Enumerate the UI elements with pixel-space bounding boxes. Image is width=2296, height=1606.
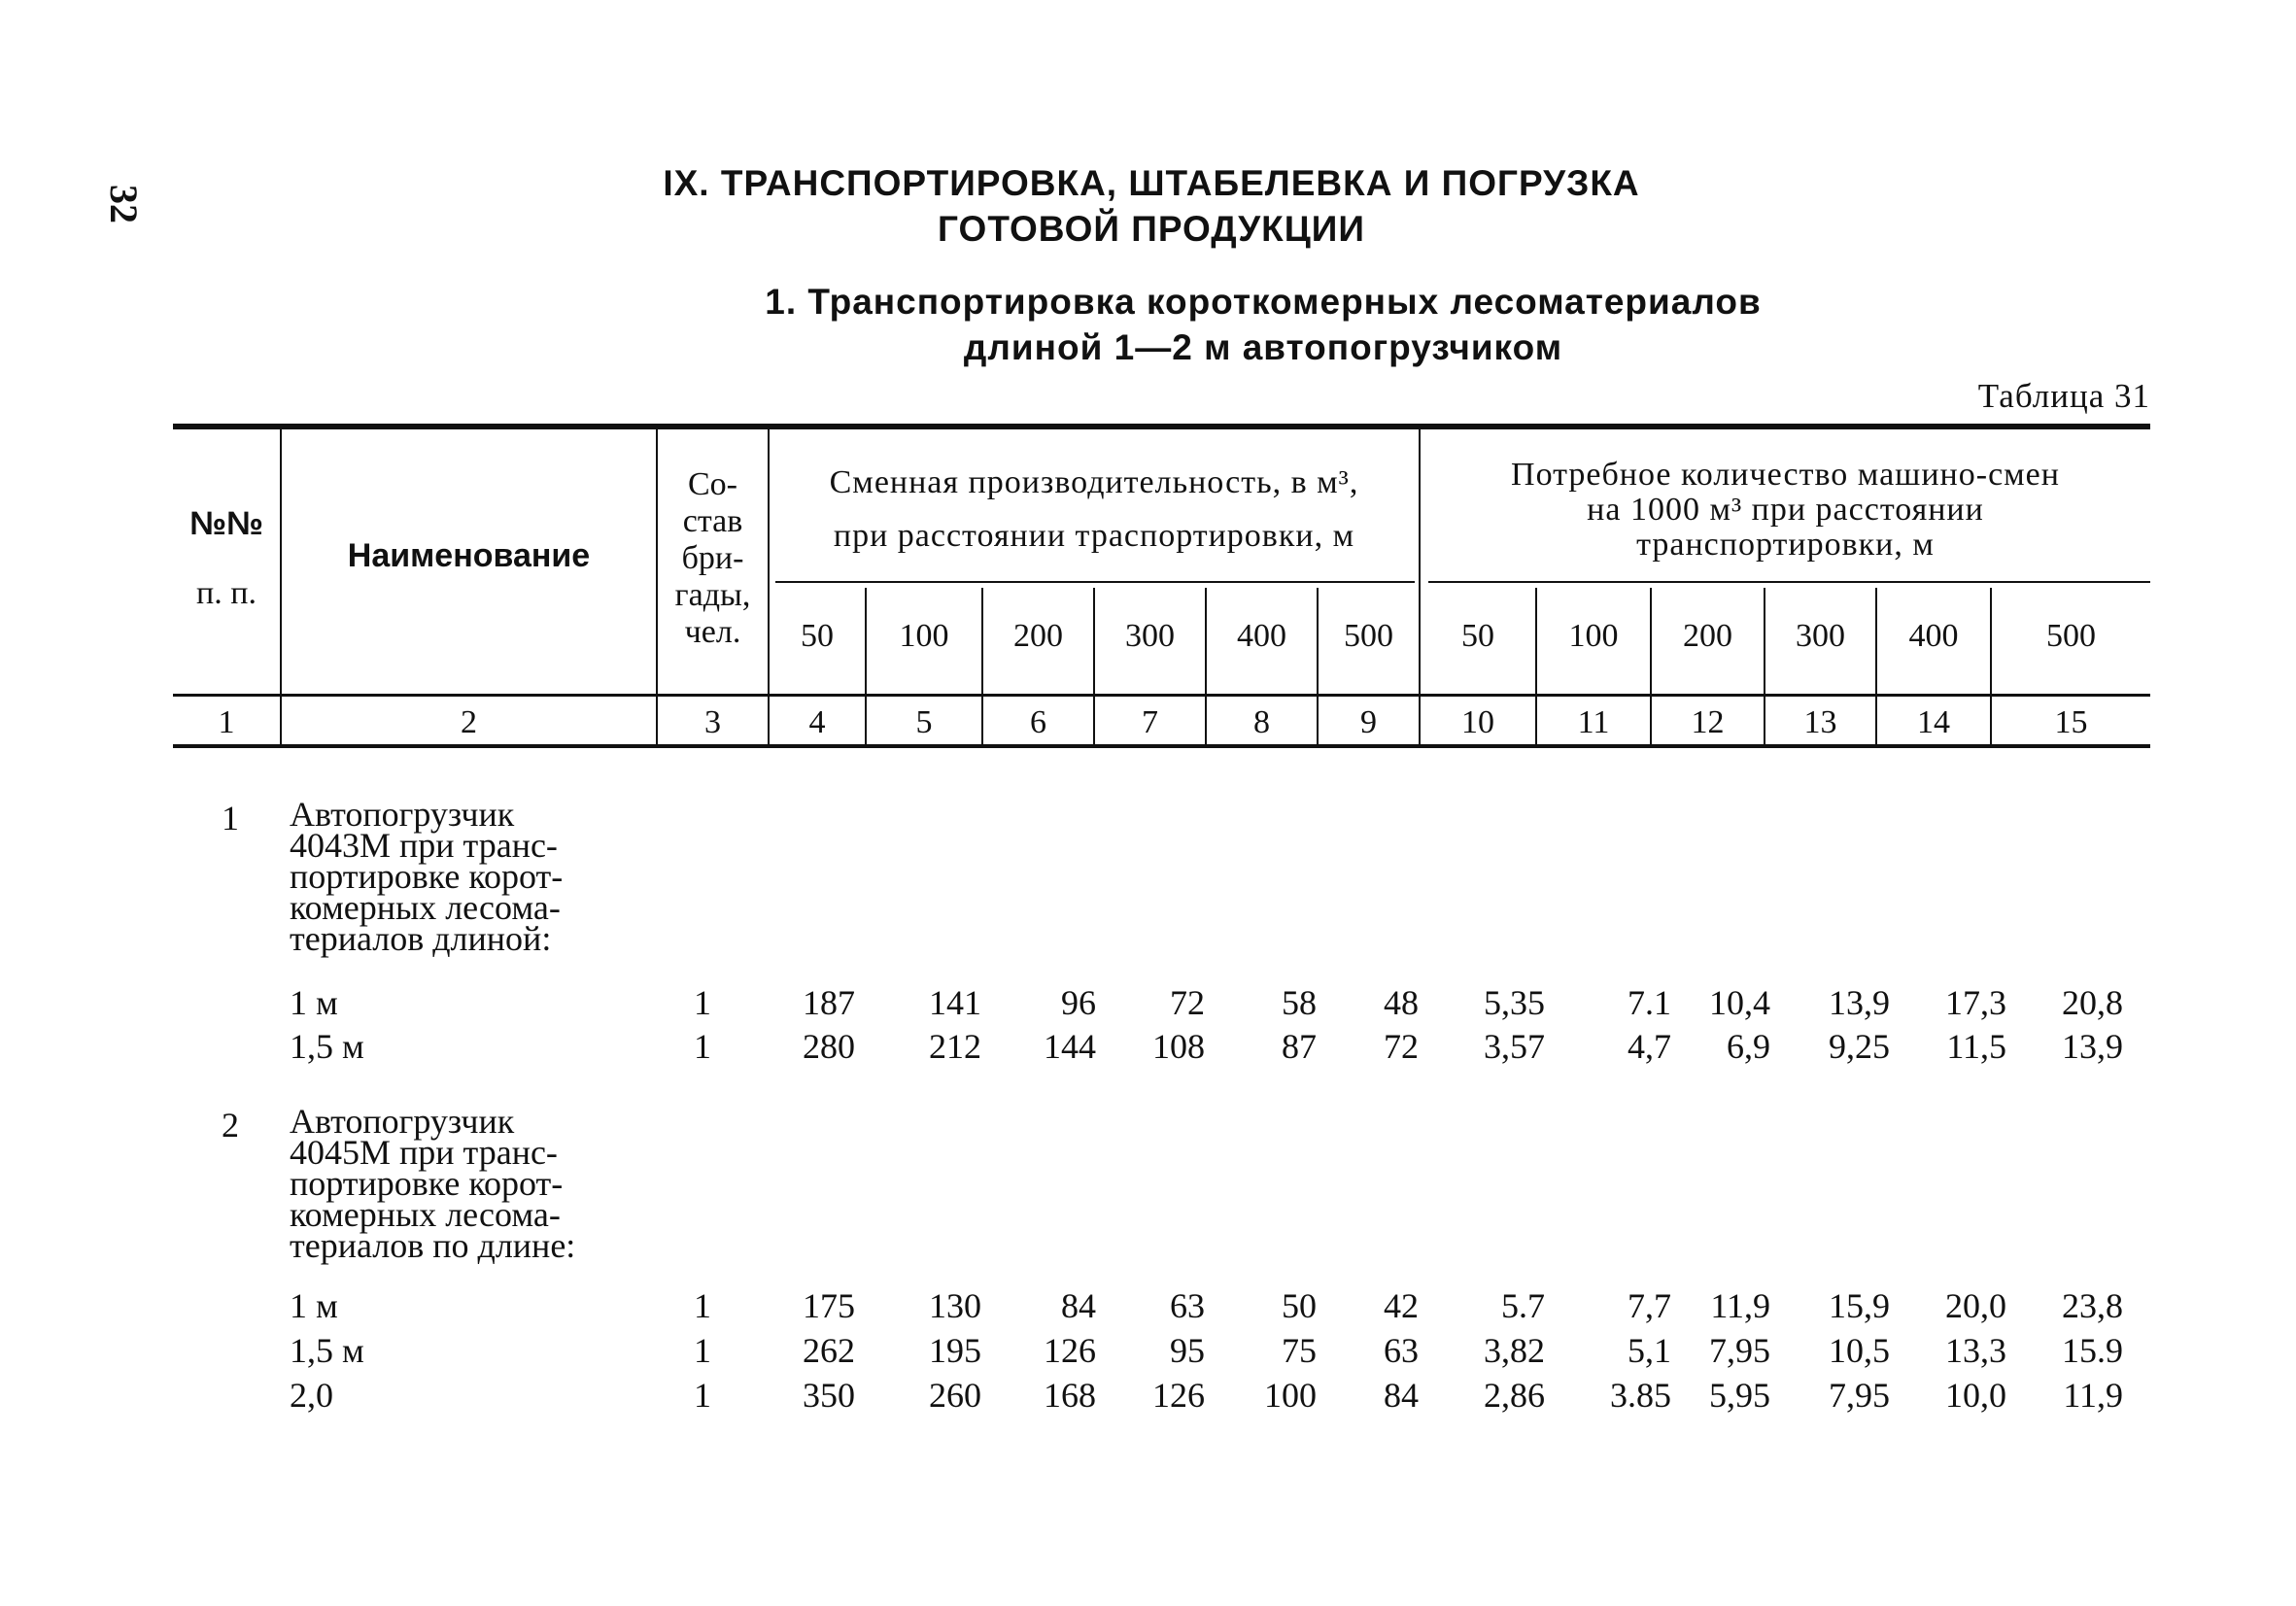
value-cell: 42: [1384, 1286, 1419, 1325]
value-cell: 100: [1264, 1376, 1317, 1415]
value-cell: 212: [929, 1027, 981, 1066]
item-label: 1 м: [290, 983, 338, 1022]
value-cell: 3.85: [1610, 1376, 1671, 1415]
crew-cell: 1: [694, 983, 711, 1022]
header-group1-line-1: Сменная производительность, в м³,: [829, 464, 1359, 500]
column-number: 6: [1030, 704, 1046, 740]
row-number: 2: [222, 1106, 239, 1145]
dist-header: 100: [899, 618, 949, 654]
column-number: 8: [1253, 704, 1270, 740]
dist-header: 400: [1237, 618, 1286, 654]
column-number: 4: [808, 704, 826, 740]
header-crew-1: Со-: [688, 466, 737, 502]
header-group1-line-2: при расстоянии траспортировки, м: [833, 518, 1355, 554]
colnum-bottom-rule: [173, 744, 2150, 748]
value-cell: 2,86: [1484, 1376, 1545, 1415]
value-cell: 58: [1282, 983, 1317, 1022]
value-cell: 13,9: [2062, 1027, 2123, 1066]
dist-header: 50: [801, 618, 834, 654]
value-cell: 260: [929, 1376, 981, 1415]
table-label: Таблица 31: [1977, 377, 2150, 415]
value-cell: 10,4: [1709, 983, 1770, 1022]
value-cell: 87: [1282, 1027, 1317, 1066]
value-cell: 108: [1152, 1027, 1205, 1066]
value-cell: 75: [1282, 1331, 1317, 1370]
value-cell: 4,7: [1628, 1027, 1671, 1066]
group2-rule: [1428, 581, 2150, 583]
dist-header: 100: [1568, 618, 1619, 654]
header-crew-2: став: [682, 503, 743, 539]
crew-cell: 1: [694, 1376, 711, 1415]
value-cell: 13,9: [1829, 983, 1890, 1022]
item-label: 1,5 м: [290, 1027, 364, 1066]
column-number: 3: [704, 704, 721, 740]
value-cell: 50: [1282, 1286, 1317, 1325]
value-cell: 15,9: [1829, 1286, 1890, 1325]
value-cell: 48: [1384, 983, 1419, 1022]
item-label: 1 м: [290, 1286, 338, 1325]
subsection-title-line-1: 1. Транспортировка короткомерных лесоматериалов: [765, 282, 1762, 322]
row-description: Автопогрузчик 4045М при транс- портировке корот- комерных лесома- териалов по длине:: [290, 1102, 576, 1265]
value-cell: 175: [803, 1286, 855, 1325]
value-cell: 5,1: [1628, 1331, 1671, 1370]
column-number: 7: [1142, 704, 1158, 740]
value-cell: 195: [929, 1331, 981, 1370]
header-crew-3: бри-: [681, 540, 744, 576]
value-cell: 13,3: [1945, 1331, 2006, 1370]
dist-header: 200: [1013, 618, 1063, 654]
page-number: 32: [102, 185, 146, 223]
value-cell: 130: [929, 1286, 981, 1325]
row-description: Автопогрузчик 4043М при транс- портировке корот- комерных лесома- териалов длиной:: [290, 795, 564, 958]
item-label: 2,0: [290, 1376, 333, 1415]
value-cell: 10,0: [1945, 1376, 2006, 1415]
crew-cell: 1: [694, 1027, 711, 1066]
dist-header: 300: [1125, 618, 1175, 654]
value-cell: 20,0: [1945, 1286, 2006, 1325]
value-cell: 3,57: [1484, 1027, 1545, 1066]
dist-header: 400: [1908, 618, 1959, 654]
group1-rule: [775, 581, 1415, 583]
value-cell: 11,9: [1710, 1286, 1770, 1325]
column-number: 15: [2054, 704, 2088, 740]
value-cell: 11,5: [1946, 1027, 2006, 1066]
value-cell: 96: [1061, 983, 1096, 1022]
value-cell: 7.1: [1628, 983, 1671, 1022]
section-title-line-1: IX. ТРАНСПОРТИРОВКА, ШТАБЕЛЕВКА И ПОГРУЗКА: [663, 163, 1640, 203]
value-cell: 23,8: [2062, 1286, 2123, 1325]
header-no-sub: п. п.: [196, 575, 257, 611]
value-cell: 187: [803, 983, 855, 1022]
value-cell: 17,3: [1945, 983, 2006, 1022]
row-number: 1: [222, 799, 239, 837]
table-top-rule: [173, 424, 2150, 429]
value-cell: 5,95: [1709, 1376, 1770, 1415]
value-cell: 168: [1044, 1376, 1096, 1415]
value-cell: 7,7: [1628, 1286, 1671, 1325]
column-number: 13: [1803, 704, 1837, 740]
header-group2-line-2: на 1000 м³ при расстоянии: [1587, 492, 1984, 528]
value-cell: 3,82: [1484, 1331, 1545, 1370]
header-group2-line-1: Потребное количество машино-смен: [1511, 457, 2060, 493]
column-number: 2: [461, 704, 477, 740]
column-number: 5: [915, 704, 933, 740]
value-cell: 5.7: [1501, 1286, 1545, 1325]
crew-cell: 1: [694, 1286, 711, 1325]
subsection-title-line-2: длиной 1—2 м автопогрузчиком: [963, 327, 1563, 367]
header-bottom-rule: [173, 694, 2150, 697]
value-cell: 126: [1152, 1376, 1205, 1415]
value-cell: 280: [803, 1027, 855, 1066]
column-number: 11: [1577, 704, 1610, 740]
value-cell: 20,8: [2062, 983, 2123, 1022]
column-number: 1: [218, 704, 235, 740]
value-cell: 7,95: [1829, 1376, 1890, 1415]
section-title-line-2: ГОТОВОЙ ПРОДУКЦИИ: [938, 209, 1365, 249]
value-cell: 5,35: [1484, 983, 1545, 1022]
value-cell: 84: [1061, 1286, 1096, 1325]
column-number: 12: [1691, 704, 1725, 740]
header-name: Наименование: [347, 537, 591, 574]
value-cell: 72: [1170, 983, 1205, 1022]
value-cell: 11,9: [2063, 1376, 2123, 1415]
item-label: 1,5 м: [290, 1331, 364, 1370]
dist-header: 500: [1344, 618, 1393, 654]
header-group2-line-3: транспортировки, м: [1636, 527, 1935, 563]
column-number: 10: [1461, 704, 1494, 740]
value-cell: 95: [1170, 1331, 1205, 1370]
value-cell: 7,95: [1709, 1331, 1770, 1370]
dist-header: 50: [1461, 618, 1494, 654]
value-cell: 63: [1170, 1286, 1205, 1325]
header-no: №№: [189, 505, 263, 542]
crew-cell: 1: [694, 1331, 711, 1370]
value-cell: 63: [1384, 1331, 1419, 1370]
value-cell: 84: [1384, 1376, 1419, 1415]
value-cell: 262: [803, 1331, 855, 1370]
value-cell: 141: [929, 983, 981, 1022]
value-cell: 10,5: [1829, 1331, 1890, 1370]
vrule-1: [280, 427, 282, 746]
value-cell: 15.9: [2062, 1331, 2123, 1370]
column-number: 14: [1917, 704, 1950, 740]
value-cell: 72: [1384, 1027, 1419, 1066]
value-cell: 144: [1044, 1027, 1096, 1066]
column-number: 9: [1360, 704, 1377, 740]
value-cell: 9,25: [1829, 1027, 1890, 1066]
header-crew-5: чел.: [684, 614, 741, 650]
dist-header: 500: [2046, 618, 2096, 654]
header-crew-4: гады,: [674, 577, 751, 613]
dist-header: 300: [1796, 618, 1845, 654]
value-cell: 126: [1044, 1331, 1096, 1370]
dist-header: 200: [1683, 618, 1732, 654]
value-cell: 350: [803, 1376, 855, 1415]
value-cell: 6,9: [1727, 1027, 1770, 1066]
